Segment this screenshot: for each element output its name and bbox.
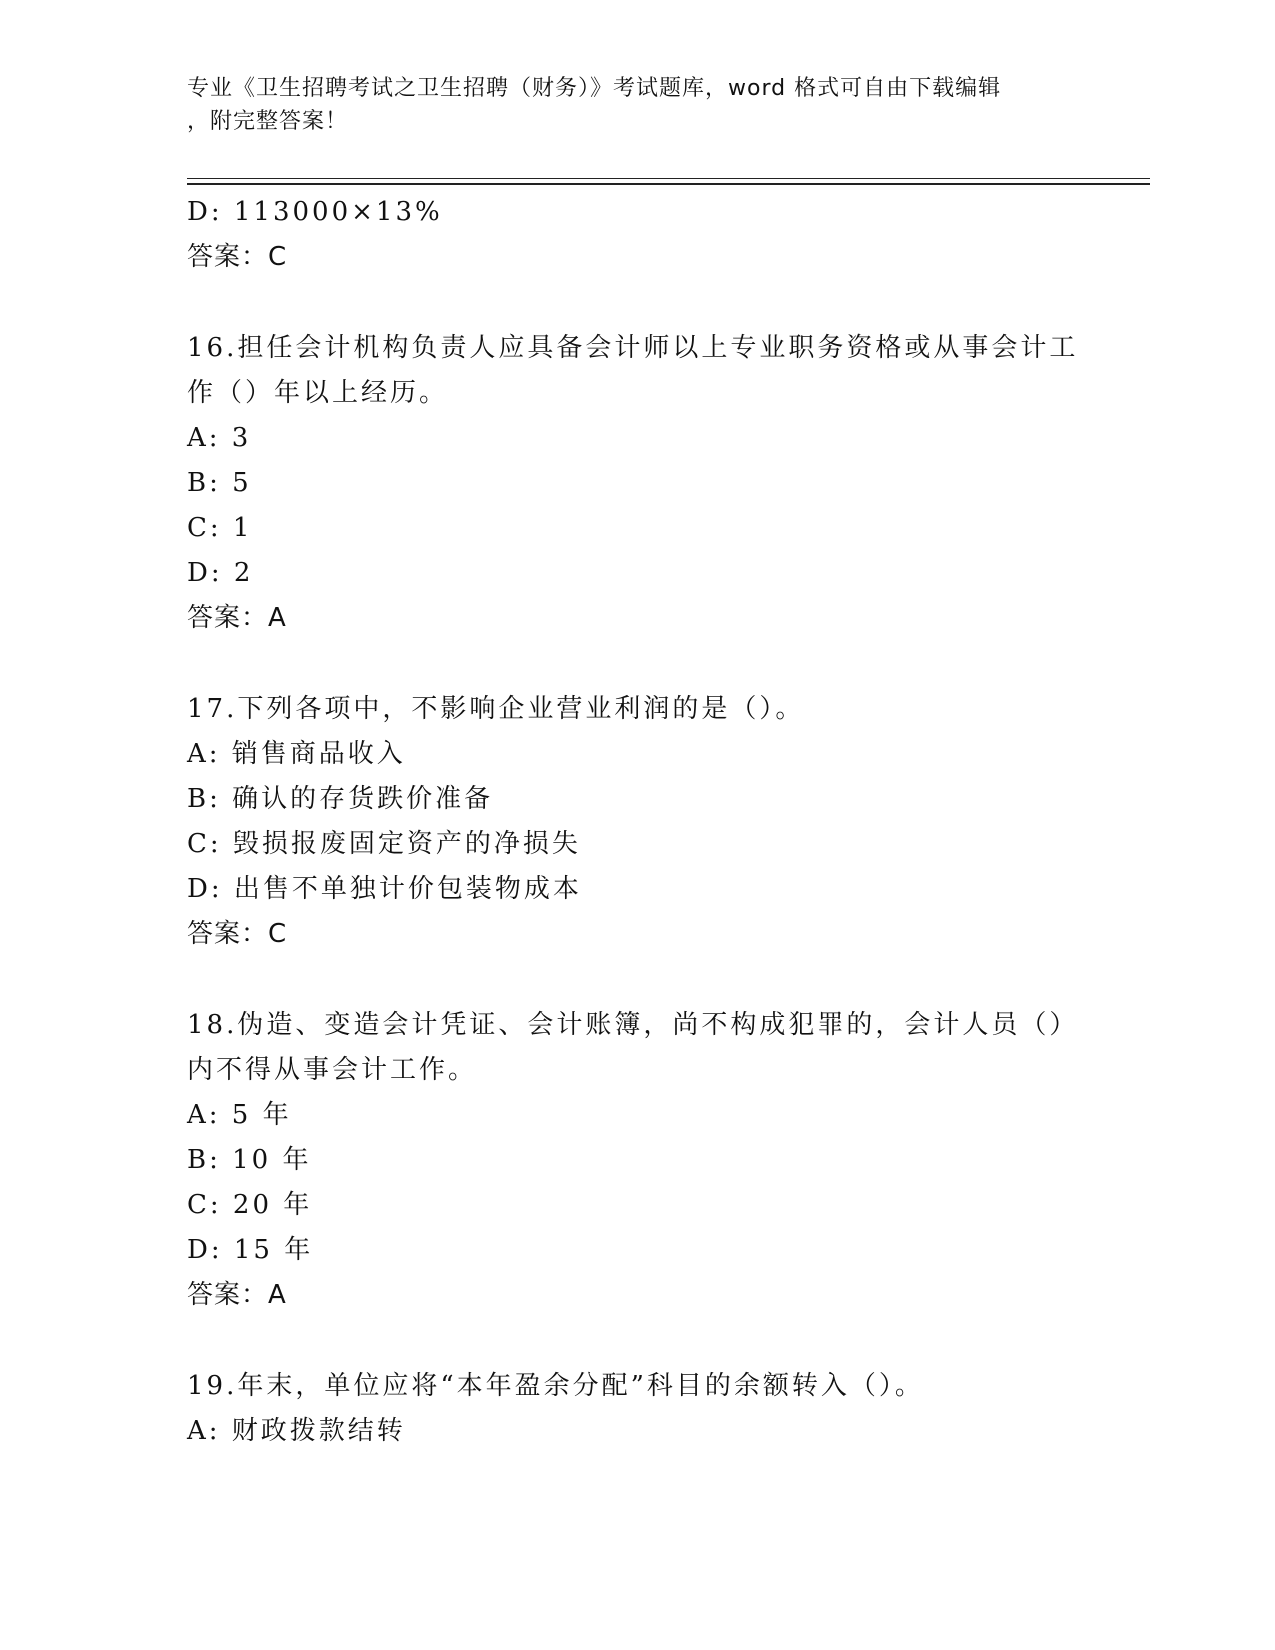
option-b: B: 10 年: [187, 1145, 312, 1175]
option-d: D: 出售不单独计价包装物成本: [187, 874, 582, 904]
question-18: [187, 1003, 1087, 1318]
option-c: C: 1: [187, 513, 253, 543]
question-16: [187, 326, 1087, 641]
option-c: C: 20 年: [187, 1190, 313, 1220]
question-text: 19.年末，单位应将“本年盈余分配”科目的余额转入（）。: [187, 1371, 924, 1401]
option-a: A: 销售商品收入: [187, 739, 406, 769]
header-rule-top: [187, 178, 1150, 179]
header-rule-bottom: [187, 183, 1150, 185]
option-d: D: 2: [187, 558, 254, 588]
question-19: [187, 1364, 1087, 1454]
question-17: [187, 687, 1087, 957]
answer-line: 答案：C: [187, 242, 288, 272]
option-d: D: 15 年: [187, 1235, 314, 1265]
answer-line: 答案：C: [187, 919, 288, 949]
question-text: 17.下列各项中，不影响企业营业利润的是（）。: [187, 694, 805, 724]
question-list: [187, 190, 1087, 1454]
question-text: 18.伪造、变造会计凭证、会计账簿，尚不构成犯罪的，会计人员（）内不得从事会计工作。: [187, 1010, 1079, 1085]
option-b: B: 5: [187, 468, 252, 498]
option-a: A: 财政拨款结转: [187, 1416, 406, 1446]
question-text: 16.担任会计机构负责人应具备会计师以上专业职务资格或从事会计工作（）年以上经历。: [187, 333, 1079, 408]
option-a: A: 5 年: [187, 1100, 292, 1130]
option-a: A: 3: [187, 423, 252, 453]
answer-line: 答案：A: [187, 603, 287, 633]
option-c: C: 毁损报废固定资产的净损失: [187, 829, 581, 859]
document-header: 专业《卫生招聘考试之卫生招聘（财务）》考试题库，word 格式可自由下载编辑 ，附完整答案！: [187, 76, 1002, 134]
answer-line: 答案：A: [187, 1280, 287, 1310]
option-b: B: 确认的存货跌价准备: [187, 784, 494, 814]
option-d: D: 113000×13%: [187, 197, 443, 227]
